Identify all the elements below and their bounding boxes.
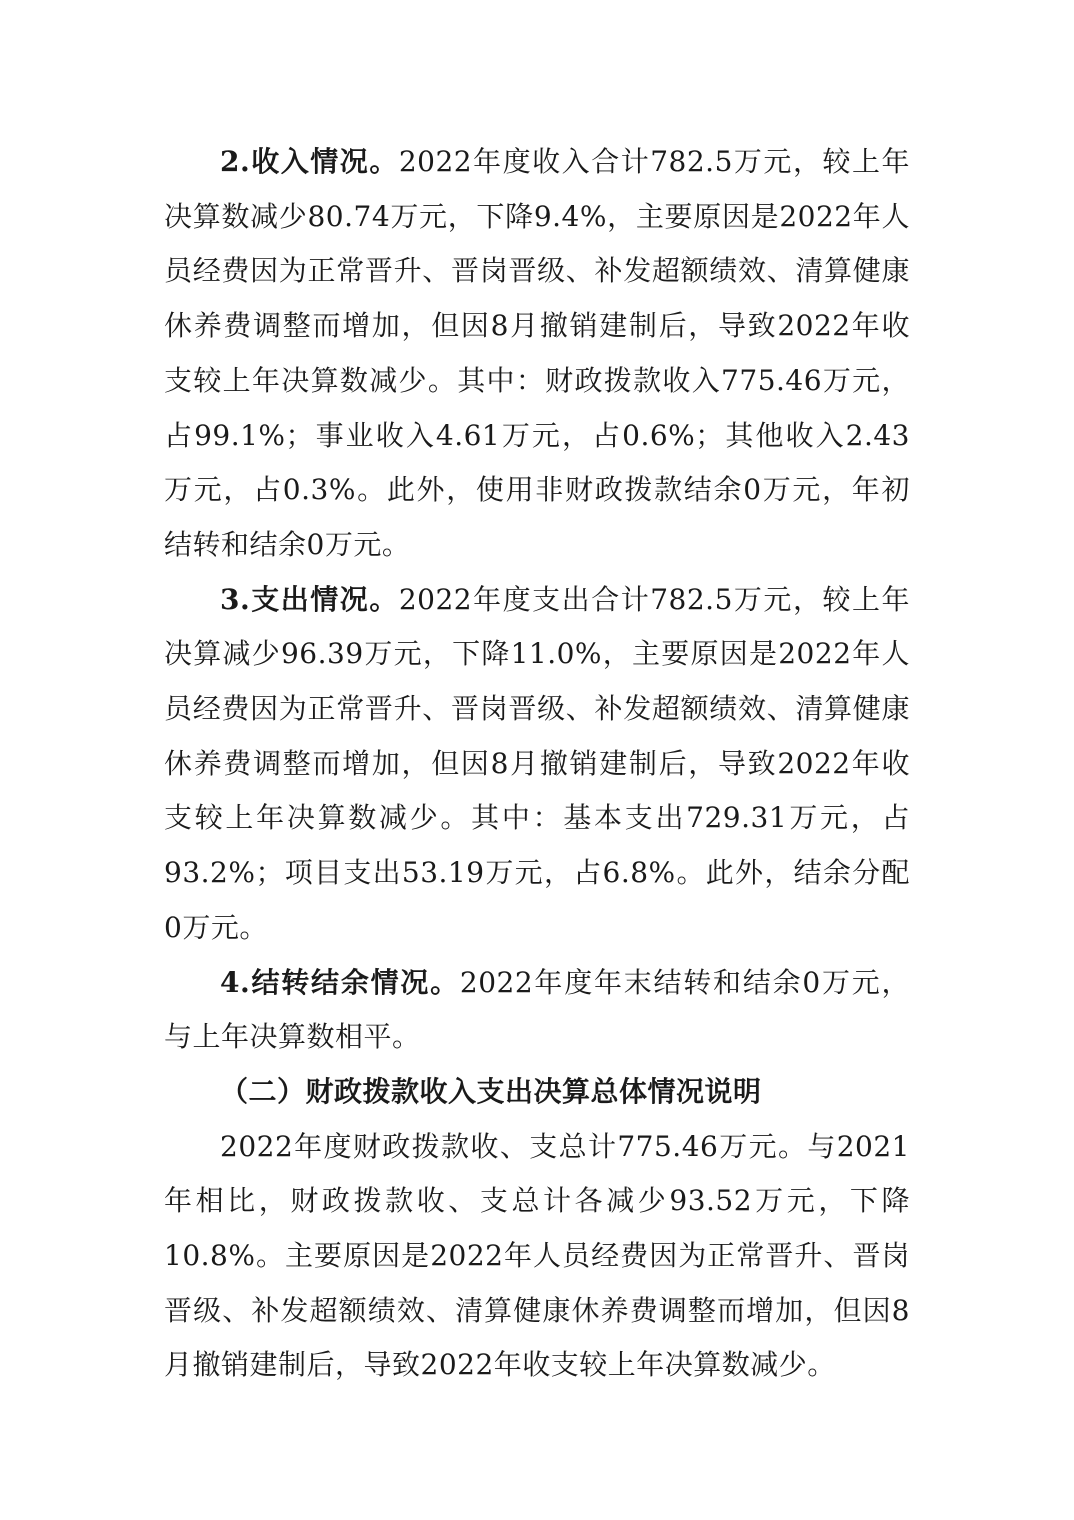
income-lead: 2.收入情况。 xyxy=(220,145,399,178)
expenditure-body: 2022年度支出合计782.5万元，较上年决算减少96.39万元，下降11.0%，主要原因是2022年人员经费因为正常晋升、晋岗晋级、补发超额绩效、清算健康休养费调整而增加，但因8月撤销建制后，导致2022年收支较上年决算数减少。其中：基本支出729.31万元，占93.2%；项目支出53.19万元，占6.8%。此外，结余分配0万元。 xyxy=(164,582,910,944)
carryover-lead: 4.结转结余情况。 xyxy=(220,965,460,999)
fiscal-paragraph xyxy=(164,1120,910,1394)
fiscal-body: 2022年度财政拨款收、支总计775.46万元。与2021年相比，财政拨款收、支总计各减少93.52万元，下降10.8%。主要原因是2022年人员经费因为正常晋升、晋岗晋级、补发超额绩效、清算健康休养费调整而增加，但因8月撤销建制后，导致2022年收支较上年决算数减少。 xyxy=(164,1129,910,1382)
income-paragraph xyxy=(164,135,910,573)
document-page xyxy=(164,135,910,1393)
carryover-body: 2022年度年末结转和结余0万元，与上年决算数相平。 xyxy=(164,965,911,1054)
fiscal-section-heading: （二）财政拨款收入支出决算总体情况说明 xyxy=(220,1074,762,1108)
income-body: 2022年度收入合计782.5万元，较上年决算数减少80.74万元，下降9.4%，主要原因是2022年人员经费因为正常晋升、晋岗晋级、补发超额绩效、清算健康休养费调整而增加，但因8月撤销建制后，导致2022年收支较上年决算数减少。其中：财政拨款收入775.46万元，占99.1%；事业收入4.61万元，占0.6%；其他收入2.43万元，占0.3%。此外，使用非财政拨款结余0万元，年初结转和结余0万元。 xyxy=(164,145,910,561)
carryover-paragraph xyxy=(164,956,910,1065)
expenditure-lead: 3.支出情况。 xyxy=(220,582,399,616)
expenditure-paragraph xyxy=(164,573,910,956)
